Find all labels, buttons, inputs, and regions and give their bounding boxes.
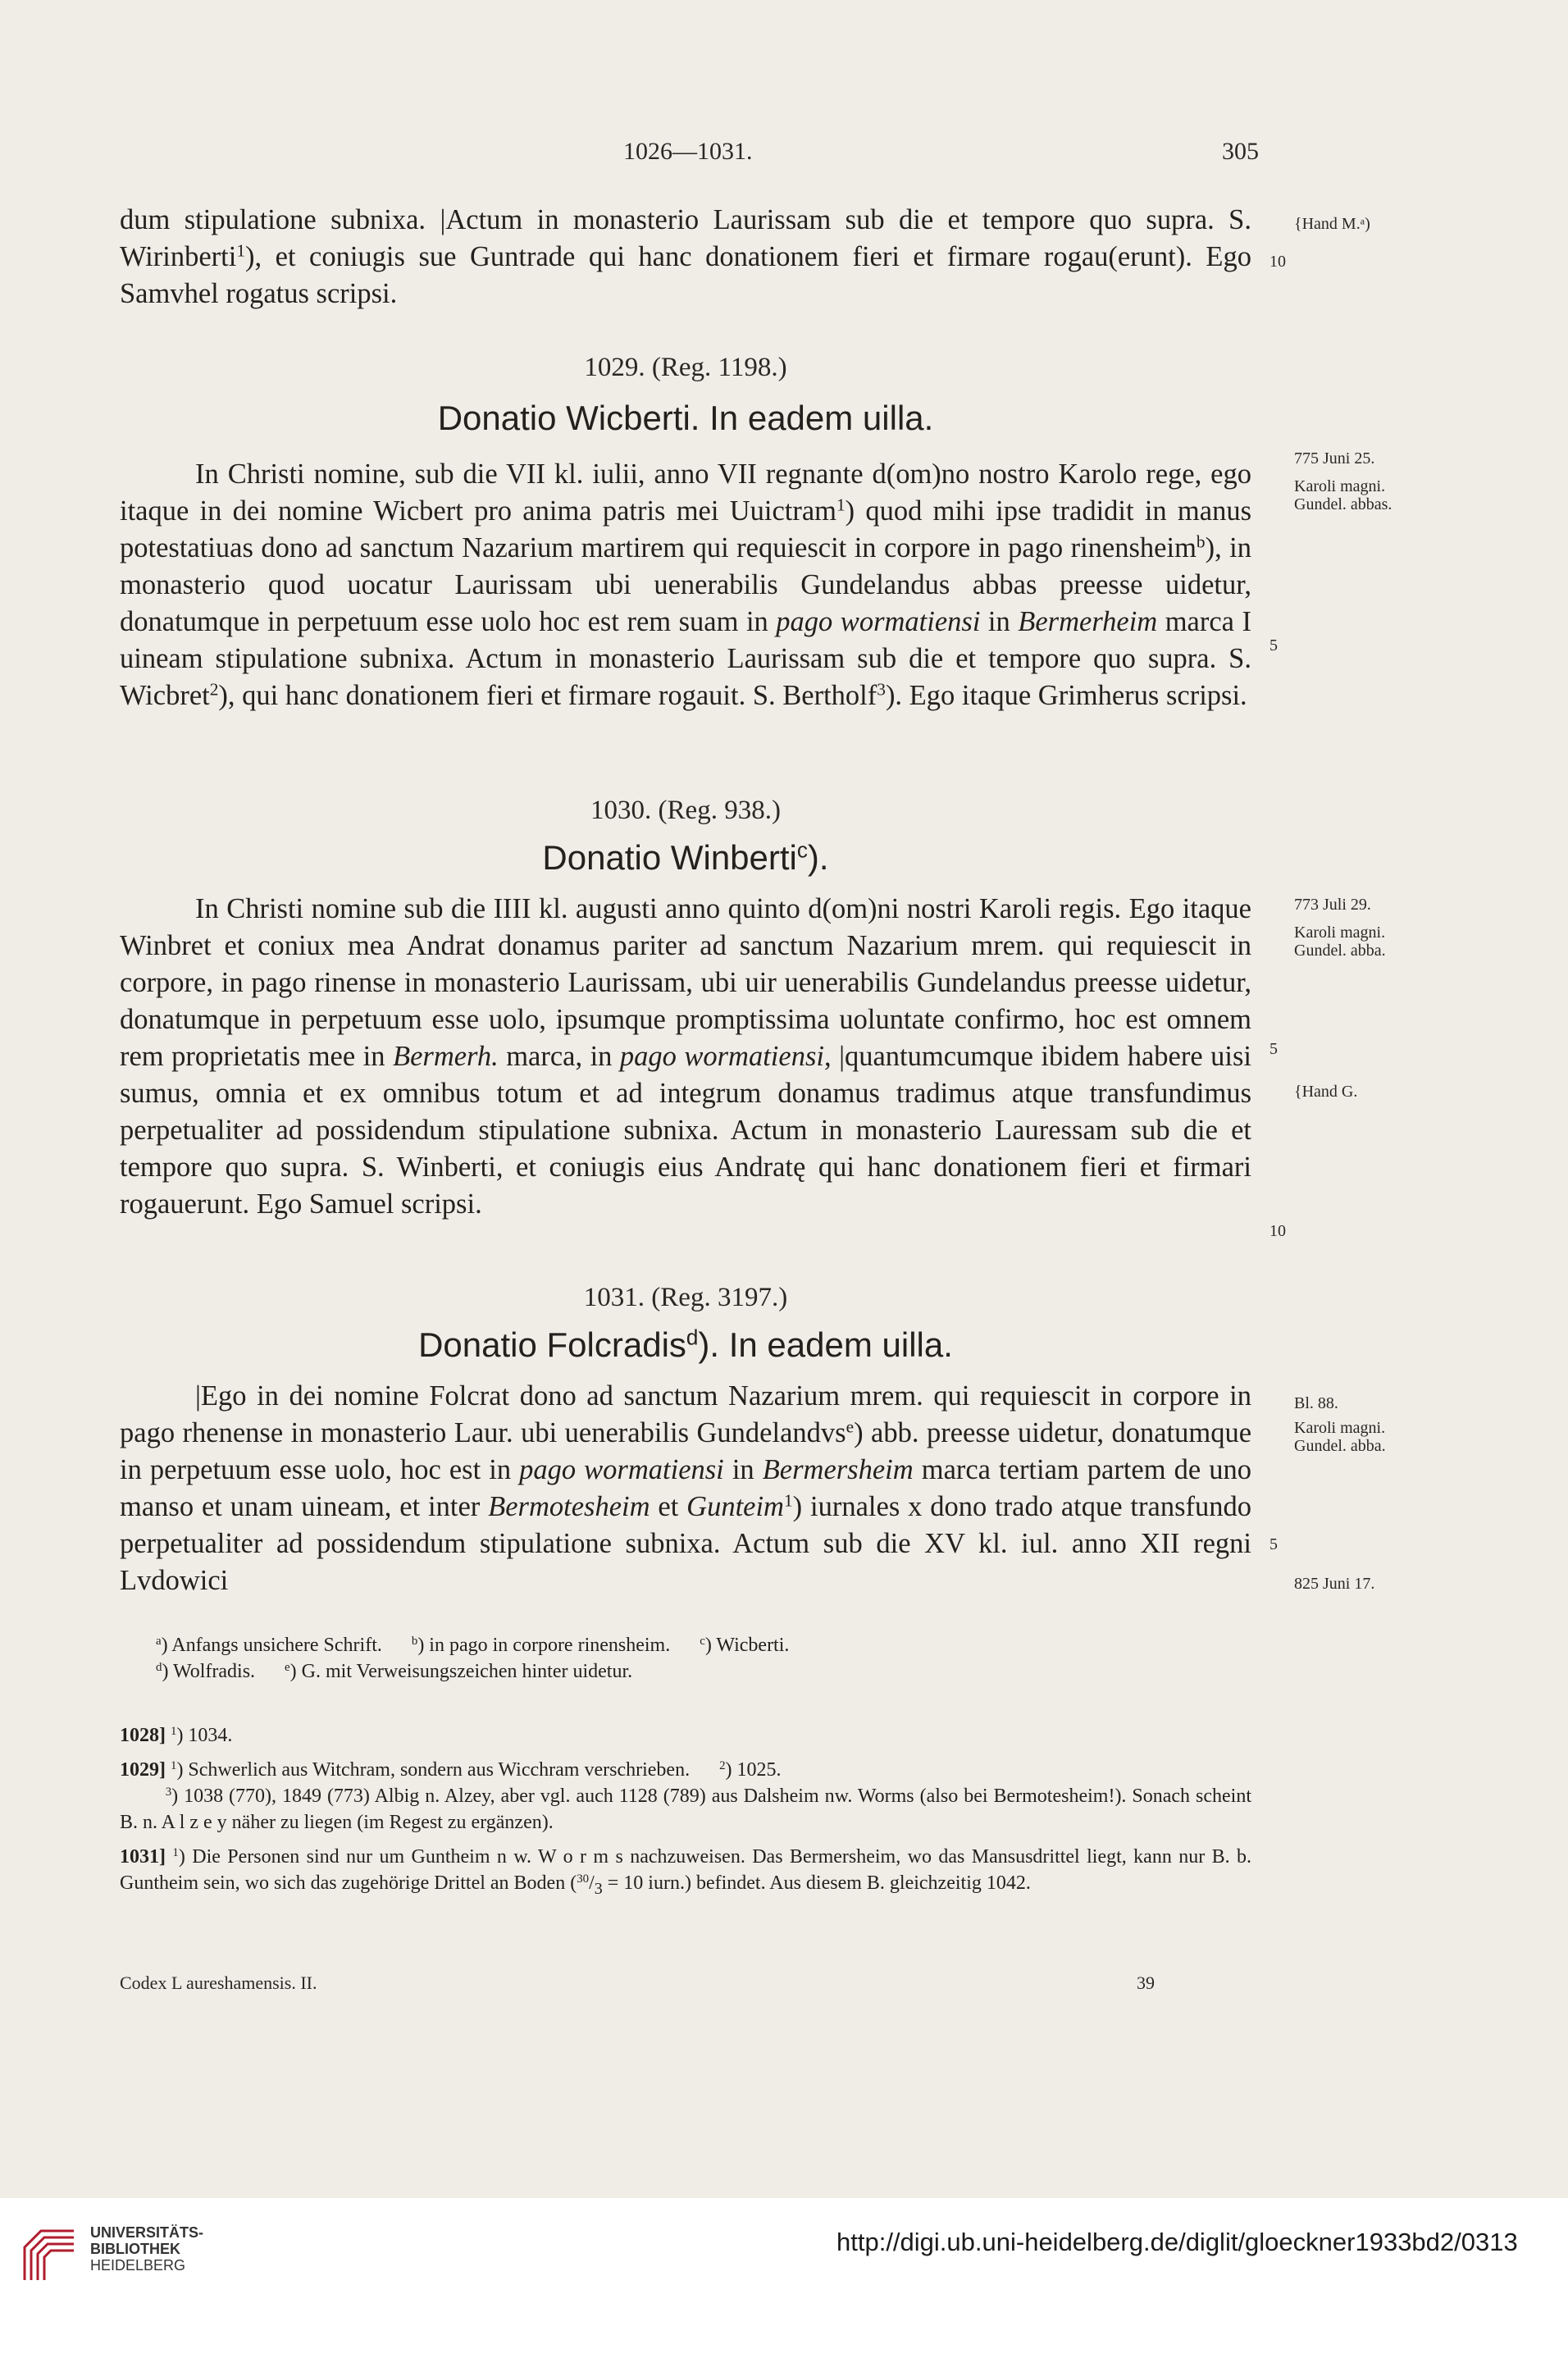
intro-text: dum stipulatione subnixa. |Actum in monasterio Laurissam sub die et tempore quo supra. S. Wirinberti$^1$), et coniugis sue Guntrade qui hanc donationem fieri et firmare rogau(erunt). Ego Samvhel rogatus scripsi.	[120, 204, 1251, 309]
note-1031: 1031] $^1$) Die Personen sind nur um Guntheim n w. W o r m s nachzuweisen. Das Bermersheim, wo das Mansusdrittel liegt, kann nur B. b. Guntheim sein, wo sich das zugehörige Drittel an Boden ($^{30}/_3 = 10$ iurn.) befindet. Aus diesem B. gleichzeitig 1042.	[120, 1845, 1252, 1898]
page-footer	[120, 1973, 1251, 1994]
line-number: 5	[1269, 1040, 1278, 1058]
charter-text: In Christi nomine sub die IIII kl. augusti anno quinto d(om)ni nostri Karoli regis. Ego itaque Winbret et coniux mea Andrat donamus pariter ad sanctum Nazarium mrem. qui requiescit in corpore, in pago rinense in monasterio Laurissam, ubi uir uenerabilis Gundelandus preesse uidetur, donatumque in perpetuum esse uolo, ipsumque promptissima uoluntate confirmo, hoc est omnem rem proprietatis mee in Bermerh. marca, in pago wormatiensi, |quantumcumque ibidem habere uisi sumus, omnia et ex omnibus totum et ad integrum donamus tradimus atque transfundimus perpetualiter ad possidendum stipulatione subnixa. Actum in monasterio Lauressam sub die et tempore quo supra. S. Winberti, et coniugis eius Andratę qui hanc donationem fieri et firmari rogauerunt. Ego Samuel scripsi.	[120, 893, 1251, 1220]
charter-1031	[120, 1281, 1251, 1599]
library-name: UNIVERSITÄTS- BIBLIOTHEK HEIDELBERG	[90, 2224, 204, 2274]
apparatus-line: $^a$) Anfangs unsichere Schrift. $^b$) in pago in corpore rinensheim. $^c$) Wicberti.	[156, 1634, 790, 1656]
signature-mark: 39	[1137, 1973, 1155, 1993]
margin-ref: Bl. 88.	[1294, 1394, 1338, 1412]
commentary	[120, 1722, 1251, 1902]
charter-title: Donatio Winberti$^c$).	[542, 837, 829, 877]
charter-text: In Christi nomine, sub die VII kl. iulii, anno VII regnante d(om)no nostro Karolo rege, ego itaque in dei nomine Wicbert pro anima patris mei Uuictram$^1$) quod mihi ipse tradidit in manus potestatiuas dono ad sanctum Nazarium martirem qui requiescit in corpore in pago rinensheim$^b$), in monasterio quod uocatur Laurissam ubi uenerabilis Gundelandus abbas preesse uidetur, donatumque in perpetuum esse uolo hoc est rem suam in pago wormatiensi in Bermerheim marca I uineam stipulatione subnixa. Actum in monasterio Laurissam sub die et tempore quo supra. S. Wicbret$^2$), qui hanc donationem fieri et firmare rogauit. S. Bertholf$^3$). Ego itaque Grimherus scripsi.	[120, 458, 1251, 711]
critical-apparatus	[156, 1632, 1222, 1685]
charter-text: |Ego in dei nomine Folcrat dono ad sanctum Nazarium mrem. qui requiescit in corpore in pago rhenense in monasterio Laur. ubi uenerabilis Gundelandvs$^e$) abb. preesse uidetur, donatumque in perpetuum esse uolo, hoc est in pago wormatiensi in Bermersheim marca tertiam partem de uno manso et unam uineam, et inter Bermotesheim et Gunteim$^1$) iurnales x dono trado atque transfundo perpetualiter ad possidendum stipulatione subnixa. Actum sub die XV kl. iul. anno XII regni Lvdowici	[120, 1380, 1252, 1596]
intro-block	[120, 202, 1251, 312]
charter-number: 1029. (Reg. 1198.)	[584, 353, 787, 382]
line-number: 10	[1269, 253, 1286, 271]
line-number: 10	[1269, 1222, 1286, 1240]
note-1029-3: $^3$) 1038 (770), 1849 (773) Albig n. Alzey, aber vgl. auch 1128 (789) aus Dalsheim nw. Worms (also bei Bermotesheim!). Sonach scheint B. n. A l z e y näher zu liegen (im Regest zu ergänzen).	[120, 1785, 1251, 1833]
library-footer	[0, 2198, 1568, 2358]
running-head-title: 1026—1031.	[623, 138, 753, 165]
codex-source: Codex L aureshamensis. II.	[120, 1973, 317, 1993]
line-number: 5	[1269, 1535, 1278, 1553]
charter-1030	[120, 794, 1251, 1223]
margin-note: Karoli magni. Gundel. abbas.	[1294, 477, 1393, 513]
page-number: 305	[1222, 138, 1259, 165]
margin-note: Karoli magni. Gundel. abba.	[1294, 924, 1386, 960]
charter-title: Donatio Folcradis$^d$). In eadem uilla.	[418, 1325, 953, 1364]
line-number: 5	[1269, 636, 1278, 654]
charter-1029	[120, 351, 1251, 714]
charter-number: 1031. (Reg. 3197.)	[583, 1283, 788, 1312]
running-head	[0, 138, 1568, 171]
margin-date: 825 Juni 17.	[1294, 1575, 1375, 1593]
note-1028: 1028] $^1$) 1034.	[120, 1724, 233, 1746]
margin-date: 775 Juni 25.	[1294, 449, 1375, 467]
margin-note: Karoli magni. Gundel. abba.	[1294, 1419, 1386, 1455]
margin-date: 773 Juli 29.	[1294, 896, 1371, 914]
source-url-link[interactable]: http://digi.ub.uni-heidelberg.de/diglit/gloeckner1933bd2/0313	[836, 2228, 1518, 2256]
margin-hand-note: {Hand M.ᵃ)	[1294, 215, 1370, 233]
note-1029: 1029] $^1$) Schwerlich aus Witchram, sondern aus Wicchram verschrieben. $^2$) 1025.	[120, 1758, 782, 1781]
charter-number: 1030. (Reg. 938.)	[590, 796, 781, 825]
charter-title: Donatio Wicberti. In eadem uilla.	[437, 399, 934, 437]
margin-hand-note: {Hand G.	[1294, 1083, 1358, 1101]
apparatus-line: $^d$) Wolfradis. $^e$) G. mit Verweisungszeichen hinter uidetur.	[156, 1660, 633, 1682]
university-library-logo-icon	[16, 2223, 82, 2288]
